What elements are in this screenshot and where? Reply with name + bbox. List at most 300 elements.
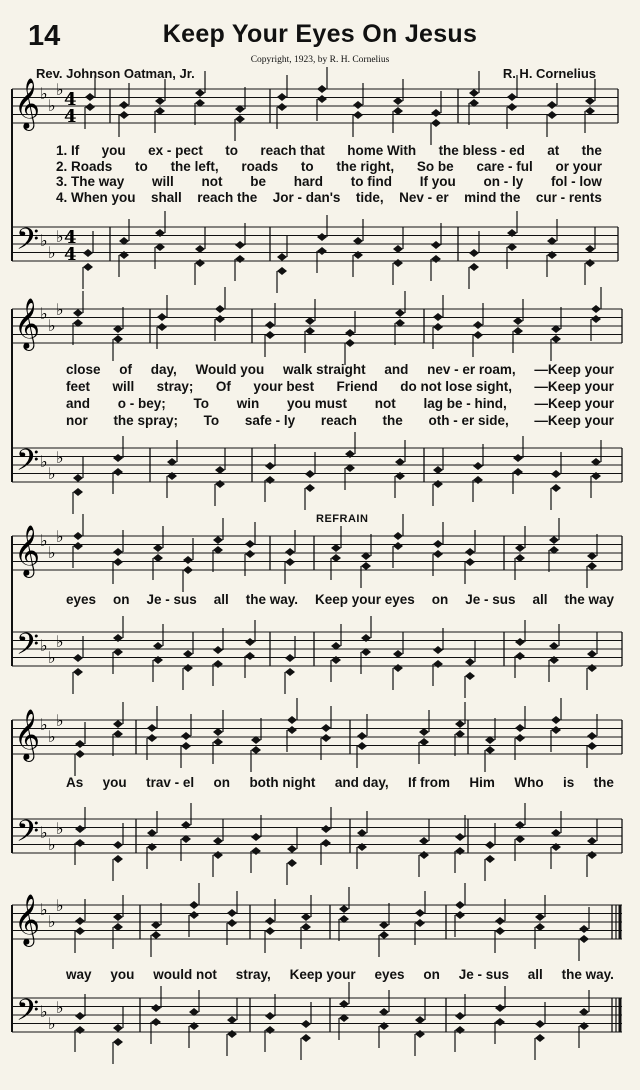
shape-note (465, 558, 475, 566)
shape-note (515, 554, 525, 562)
shape-note (287, 859, 297, 867)
shape-note (113, 468, 123, 476)
shape-note (551, 470, 561, 478)
shape-note (579, 935, 589, 943)
shape-note (277, 267, 287, 275)
lyric-syllable: is (562, 775, 575, 790)
lyric-syllable: home With (347, 143, 417, 158)
shape-note (455, 1026, 465, 1034)
shape-note (469, 89, 479, 97)
lyric-syllable: reach the (197, 189, 258, 205)
lyric-syllable: you must (286, 396, 347, 411)
shape-note (301, 1020, 311, 1028)
shape-note (547, 111, 557, 119)
shape-note (277, 253, 287, 261)
shape-note (301, 913, 311, 921)
shape-note (305, 327, 315, 335)
shape-note (551, 716, 561, 724)
refrain-label: REFRAIN (316, 513, 369, 525)
lyric-syllable: you (102, 775, 127, 790)
shape-note (393, 542, 403, 550)
time-signature-bottom: 4 (64, 106, 77, 127)
shape-note (75, 927, 85, 935)
lyric-syllable: —Keep your (534, 362, 614, 377)
shape-note (507, 93, 517, 101)
treble-clef: 𝄞 (14, 894, 41, 945)
lyric-syllable: day, (150, 362, 177, 377)
shape-note (515, 652, 525, 660)
shape-note (285, 654, 295, 662)
shape-note (151, 1004, 161, 1012)
shape-note (151, 931, 161, 939)
lyric-syllable: all (532, 592, 548, 607)
lyric-line (66, 396, 614, 411)
shape-note (515, 724, 525, 732)
shape-note (419, 728, 429, 736)
shape-note (251, 833, 261, 841)
shape-note (227, 919, 237, 927)
shape-note (155, 107, 165, 115)
shape-note (415, 909, 425, 917)
lyric-syllable: your best (253, 379, 315, 394)
shape-note (265, 331, 275, 339)
lyric-syllable: ex - pect (148, 143, 203, 158)
shape-note (321, 839, 331, 847)
flat-sign: ♭ (56, 527, 64, 546)
shape-note (119, 101, 129, 109)
lyric-syllable: Je - sus (458, 967, 509, 982)
lyric-syllable: hard (293, 174, 324, 189)
shape-note (227, 1016, 237, 1024)
lyric-syllable: and day, (334, 775, 389, 790)
lyric-syllable: of (119, 362, 133, 377)
lyric-line (56, 143, 602, 158)
shape-note (415, 1016, 425, 1024)
shape-note (213, 851, 223, 859)
shape-note (157, 313, 167, 321)
shape-note (75, 750, 85, 758)
shape-note (473, 331, 483, 339)
shape-note (393, 532, 403, 540)
shape-note (305, 470, 315, 478)
shape-note (287, 845, 297, 853)
shape-note (585, 97, 595, 105)
shape-note (513, 327, 523, 335)
shape-note (245, 540, 255, 548)
shape-note (189, 911, 199, 919)
shape-note (305, 317, 315, 325)
flat-sign: ♭ (48, 543, 56, 562)
shape-note (433, 466, 443, 474)
shape-note (587, 851, 597, 859)
lyric-line (66, 362, 614, 377)
shape-note (455, 901, 465, 909)
shape-note (75, 825, 85, 833)
shape-note (393, 97, 403, 105)
shape-note (433, 323, 443, 331)
shape-note (515, 734, 525, 742)
shape-note (153, 554, 163, 562)
shape-note (431, 255, 441, 263)
shape-note (317, 233, 327, 241)
shape-note (473, 462, 483, 470)
flat-sign: ♭ (40, 715, 48, 734)
shape-note (287, 716, 297, 724)
lyric-syllable: safe - ly (244, 413, 296, 428)
lyric-syllable: 1. If (56, 143, 80, 158)
flat-sign: ♭ (40, 304, 48, 323)
shape-note (181, 732, 191, 740)
flat-sign: ♭ (56, 896, 64, 915)
shape-note (213, 646, 223, 654)
shape-note (195, 245, 205, 253)
shape-note (75, 1026, 85, 1034)
hymn-number: 14 (28, 20, 61, 52)
shape-note (473, 321, 483, 329)
lyric-syllable: nev - er roam, (427, 362, 516, 377)
flat-sign: ♭ (56, 998, 64, 1017)
lyric-syllable: nor (66, 413, 88, 428)
shape-note (213, 837, 223, 845)
shape-note (513, 454, 523, 462)
lyric-syllable: oth - er side, (428, 413, 509, 428)
shape-note (469, 263, 479, 271)
lyric-syllable: roads (241, 158, 279, 174)
shape-note (339, 905, 349, 913)
shape-note (181, 742, 191, 750)
flat-sign: ♭ (40, 531, 48, 550)
shape-note (277, 103, 287, 111)
lyric-syllable: the way. (245, 592, 298, 607)
shape-note (305, 484, 315, 492)
shape-note (455, 1012, 465, 1020)
shape-note (113, 454, 123, 462)
shape-note (85, 93, 95, 101)
lyric-syllable: on (431, 592, 449, 607)
shape-note (251, 746, 261, 754)
shape-note (251, 847, 261, 855)
lyric-syllable: and (384, 362, 409, 377)
lyric-syllable: —Keep your (534, 379, 614, 394)
shape-note (591, 305, 601, 313)
lyric-syllable: lag be - hind, (423, 396, 507, 411)
shape-note (75, 917, 85, 925)
shape-note (189, 901, 199, 909)
lyric-syllable: on (213, 775, 231, 790)
shape-note (419, 851, 429, 859)
shape-note (73, 474, 83, 482)
shape-note (587, 837, 597, 845)
shape-note (73, 532, 83, 540)
flat-sign: ♭ (48, 727, 56, 746)
lyric-syllable: or your (555, 158, 602, 174)
flat-sign: ♭ (40, 84, 48, 103)
shape-note (469, 249, 479, 257)
shape-note (147, 724, 157, 732)
shape-note (195, 89, 205, 97)
shape-note (285, 558, 295, 566)
flat-sign: ♭ (40, 452, 48, 471)
lyric-syllable: close (66, 362, 101, 377)
shape-note (83, 263, 93, 271)
lyric-syllable: If from (408, 775, 450, 790)
shape-note (587, 742, 597, 750)
shape-note (485, 746, 495, 754)
lyric-syllable: tide, (355, 189, 384, 205)
lyric-syllable: all (213, 592, 229, 607)
shape-note (515, 638, 525, 646)
lyric-syllable: the way. (561, 967, 614, 982)
lyric-syllable: Of (215, 379, 231, 394)
lyric-line (56, 159, 602, 174)
lyric-syllable: both night (249, 775, 316, 790)
shape-note (113, 855, 123, 863)
lyric-syllable: and (66, 396, 91, 411)
shape-note (433, 313, 443, 321)
shape-note (495, 1004, 505, 1012)
shape-note (379, 931, 389, 939)
shape-note (183, 556, 193, 564)
bass-clef: 𝄢 (16, 815, 40, 856)
shape-note (265, 476, 275, 484)
shape-note (507, 103, 517, 111)
flat-sign: ♭ (56, 819, 64, 838)
shape-note (265, 927, 275, 935)
lyric-syllable: reach (320, 413, 357, 428)
shape-note (393, 107, 403, 115)
shape-note (113, 558, 123, 566)
shape-note (395, 309, 405, 317)
lyric-syllable: To (193, 396, 209, 411)
lyric-syllable: you (110, 967, 135, 982)
shape-note (357, 742, 367, 750)
lyric-syllable: on (113, 592, 130, 607)
flat-sign: ♭ (56, 80, 64, 99)
flat-sign: ♭ (56, 711, 64, 730)
bass-clef: 𝄢 (16, 223, 40, 264)
flat-sign: ♭ (48, 96, 56, 115)
hymn-title: Keep Your Eyes On Jesus (162, 20, 478, 48)
shape-note (265, 462, 275, 470)
shape-note (245, 638, 255, 646)
shape-note (183, 650, 193, 658)
lyric-syllable: Keep your (289, 967, 356, 982)
shape-note (535, 1020, 545, 1028)
lyric-syllable: If you (419, 174, 456, 189)
shape-note (157, 323, 167, 331)
shape-note (151, 1018, 161, 1026)
lyric-syllable: will (152, 174, 174, 189)
lyric-syllable: on - ly (483, 174, 524, 189)
shape-note (183, 664, 193, 672)
shape-note (415, 1030, 425, 1038)
shape-note (75, 740, 85, 748)
lyric-syllable: the way (564, 592, 614, 607)
lyric-syllable: Nev - er (399, 189, 449, 205)
shape-note (215, 466, 225, 474)
lyric-syllable: Keep your eyes (314, 592, 415, 607)
shape-note (265, 1012, 275, 1020)
lyric-syllable: on (423, 967, 440, 982)
lyric-syllable: the spray; (113, 413, 178, 428)
flat-sign: ♭ (56, 300, 64, 319)
lyric-syllable: care - ful (476, 158, 533, 174)
flat-sign: ♭ (40, 231, 48, 250)
shape-note (535, 923, 545, 931)
shape-note (495, 927, 505, 935)
treble-clef: 𝄞 (14, 298, 41, 349)
lyric-syllable: Je - sus (146, 592, 197, 607)
shape-note (213, 738, 223, 746)
shape-note (455, 847, 465, 855)
shape-note (431, 241, 441, 249)
lyric-syllable: eyes (374, 967, 405, 982)
shape-note (433, 550, 443, 558)
shape-note (195, 259, 205, 267)
lyric-syllable: So be (416, 158, 454, 174)
shape-note (75, 1012, 85, 1020)
lyric-syllable: feet (66, 379, 91, 394)
shape-note (495, 917, 505, 925)
lyric-syllable: would not (153, 967, 217, 982)
shape-note (353, 101, 363, 109)
lyric-syllable: to (135, 158, 148, 174)
lyric-syllable: at (547, 143, 560, 158)
lyric-syllable: o - bey; (117, 396, 166, 411)
shape-note (433, 646, 443, 654)
flat-sign: ♭ (40, 1002, 48, 1021)
lyric-syllable: Jor - dan's (272, 189, 341, 205)
shape-note (183, 566, 193, 574)
shape-note (547, 101, 557, 109)
shape-note (549, 536, 559, 544)
lyric-line (56, 190, 602, 205)
shape-note (73, 309, 83, 317)
shape-note (455, 911, 465, 919)
shape-note (317, 85, 327, 93)
shape-note (473, 476, 483, 484)
shape-note (215, 305, 225, 313)
lyric-syllable: cur - rents (535, 189, 602, 205)
shape-note (585, 259, 595, 267)
lyric-syllable: stray, (235, 967, 271, 982)
shape-note (587, 650, 597, 658)
shape-note (433, 480, 443, 488)
shape-note (285, 668, 295, 676)
bass-clef: 𝄢 (16, 994, 40, 1035)
shape-note (85, 103, 95, 111)
shape-note (515, 544, 525, 552)
lyric-syllable: —Keep your (534, 396, 614, 411)
lyric-syllable: fol - low (550, 174, 602, 189)
lyric-syllable: to find (350, 174, 392, 189)
flat-sign: ♭ (40, 636, 48, 655)
lyric-syllable: the left, (170, 158, 219, 174)
lyric-syllable: win (236, 396, 260, 411)
copyright-notice: Copyright, 1923, by R. H. Cornelius (250, 55, 390, 65)
shape-note (113, 923, 123, 931)
shape-note (535, 1034, 545, 1042)
shape-note (321, 825, 331, 833)
shape-note (287, 726, 297, 734)
shape-note (419, 837, 429, 845)
shape-note (155, 97, 165, 105)
shape-note (433, 660, 443, 668)
bass-clef: 𝄢 (16, 444, 40, 485)
shape-note (321, 724, 331, 732)
shape-note (455, 720, 465, 728)
time-signature-top: 4 (64, 89, 77, 110)
lyric-syllable: do not lose sight, (400, 379, 512, 394)
shape-note (83, 249, 93, 257)
lyricist-credit: Rev. Johnson Oatman, Jr. (36, 66, 195, 81)
shape-note (301, 923, 311, 931)
lyric-line (66, 379, 614, 394)
shape-note (465, 658, 475, 666)
shape-note (393, 664, 403, 672)
shape-note (551, 726, 561, 734)
flat-sign: ♭ (48, 912, 56, 931)
lyric-syllable: Friend (336, 379, 378, 394)
shape-note (73, 654, 83, 662)
lyric-syllable: the (382, 413, 403, 428)
shape-note (227, 909, 237, 917)
shape-note (465, 548, 475, 556)
shape-note (361, 562, 371, 570)
shape-note (551, 484, 561, 492)
shape-note (113, 720, 123, 728)
shape-note (235, 241, 245, 249)
shape-note (587, 562, 597, 570)
shape-note (513, 317, 523, 325)
flat-sign: ♭ (56, 632, 64, 651)
lyric-syllable: shall (150, 189, 182, 205)
shape-note (535, 913, 545, 921)
shape-note (415, 919, 425, 927)
flat-sign: ♭ (48, 316, 56, 335)
lyric-syllable: walk straight (283, 362, 366, 377)
shape-note (235, 115, 245, 123)
lyric-syllable: to (225, 143, 238, 158)
shape-note (301, 1034, 311, 1042)
lyric-syllable: to (300, 158, 314, 174)
shape-note (213, 536, 223, 544)
flat-sign: ♭ (48, 835, 56, 854)
lyric-syllable: Who (514, 775, 544, 790)
shape-note (433, 540, 443, 548)
shape-note (587, 664, 597, 672)
lyric-line-system-4 (66, 775, 614, 790)
lyric-syllable: be (250, 174, 267, 189)
lyric-syllable: To (203, 413, 220, 428)
shape-note (551, 335, 561, 343)
shape-note (213, 660, 223, 668)
shape-note (591, 315, 601, 323)
lyric-syllable: stray; (156, 379, 194, 394)
lyric-line-system-5 (66, 967, 614, 982)
lyric-syllable: way (66, 967, 92, 982)
shape-note (147, 734, 157, 742)
shape-note (579, 925, 589, 933)
shape-note (113, 335, 123, 343)
flat-sign: ♭ (40, 900, 48, 919)
lyric-syllable: the bless - ed (438, 143, 525, 158)
shape-note (153, 544, 163, 552)
shape-note (345, 339, 355, 347)
lyric-syllable: will (112, 379, 135, 394)
composer-credit: R. H. Cornelius (502, 66, 596, 81)
shape-note (227, 1030, 237, 1038)
